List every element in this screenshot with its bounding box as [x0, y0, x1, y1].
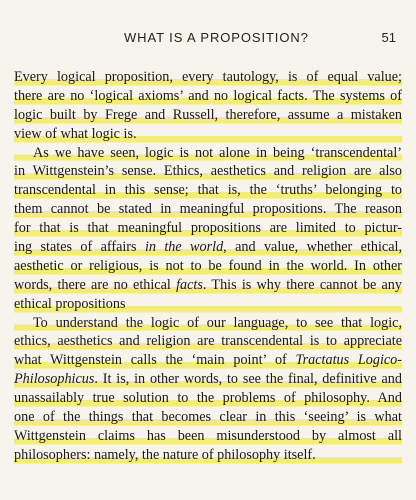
- highlighted-line: logic built by Frege and Russell, therefore, assume a mistaken: [14, 106, 402, 123]
- highlighted-line: Philosophicus. It is, in other words, to see the final, definitive and: [14, 371, 402, 388]
- highlighted-line: philosophers: namely, the nature of philosophy itself.: [14, 446, 402, 465]
- highlighted-line: view of what logic is.: [14, 125, 402, 144]
- highlighted-line: ethical propositions: [14, 295, 402, 314]
- page-number: 51: [381, 30, 396, 45]
- highlighted-line: for that is that meaningful propositions are limited to pictur-: [14, 220, 402, 237]
- highlighted-line: one of the things that becomes clear in this ‘seeing’ is what: [14, 409, 402, 426]
- page-header: [0, 30, 416, 50]
- highlighted-line: Every logical proposition, every tautology, is of equal value;: [14, 69, 402, 85]
- italic-text: in the world: [144, 239, 224, 256]
- highlighted-line: transcendental in this sense; that is, the ‘truths’ belonging to: [14, 182, 402, 199]
- italic-text: Philosophicus: [14, 371, 95, 388]
- paragraph: [14, 144, 402, 314]
- highlighted-line: unassailably true solution to the problems of philosophy. And: [14, 390, 402, 407]
- highlighted-line: ing states of affairs in the world, and value, whether ethical,: [14, 239, 403, 256]
- paragraph: [14, 68, 402, 144]
- highlighted-line: As we have seen, logic is not alone in being ‘transcendental’: [14, 144, 402, 163]
- paragraph: [14, 314, 402, 465]
- highlighted-line: what Wittgenstein calls the ‘main point’ of Tractatus Logico-: [14, 352, 403, 369]
- highlighted-line: aesthetic or religious, is not to be found in the world. In other: [14, 257, 402, 274]
- italic-text: facts: [176, 276, 203, 293]
- running-title: WHAT IS A PROPOSITION?: [124, 30, 309, 45]
- highlighted-line: Wittgenstein claims has been misunderstood by almost all: [14, 427, 402, 444]
- highlighted-line: in Wittgenstein’s sense. Ethics, aesthetics and religion are also: [14, 163, 402, 180]
- highlighted-line: ethics, aesthetics and religion are transcendental is to appreciate: [14, 333, 402, 350]
- italic-text: Tractatus Logico-: [295, 352, 403, 369]
- highlighted-line: there are no ‘logical axioms’ and no logical facts. The systems of: [14, 87, 402, 104]
- body-text: [14, 68, 402, 465]
- highlighted-line: To understand the logic of our language, to see that logic,: [14, 314, 402, 333]
- highlighted-line: words, there are no ethical facts. This is why there cannot be any: [14, 276, 402, 293]
- highlighted-line: them cannot be stated in meaningful propositions. The reason: [14, 201, 402, 218]
